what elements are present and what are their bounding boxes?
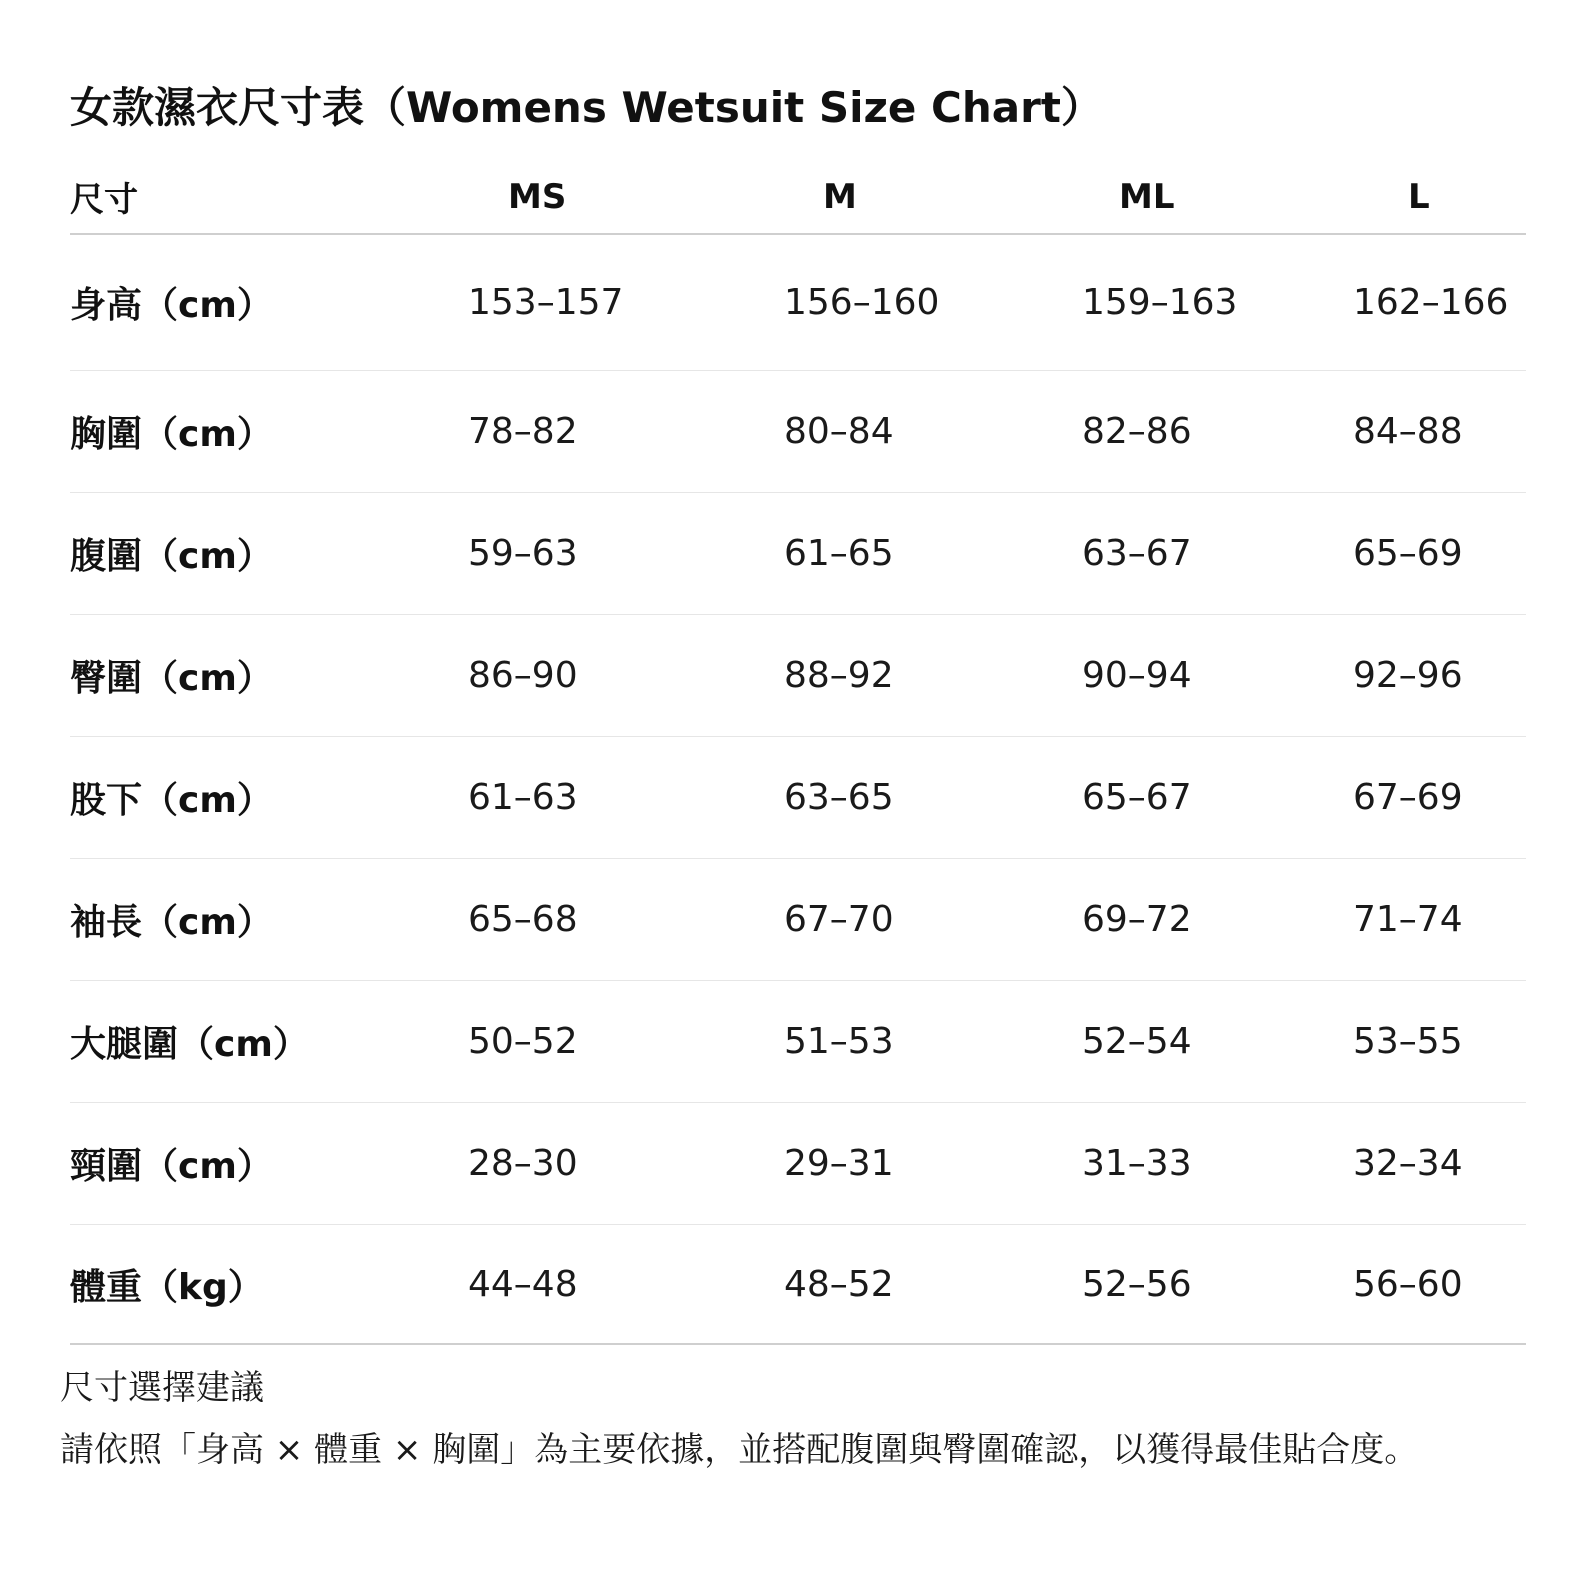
table-row (70, 859, 1526, 981)
cell-value: 65–68 (468, 859, 784, 981)
note-title: 尺寸選擇建議 (60, 1368, 264, 1408)
cell-value: 65–67 (1082, 737, 1353, 859)
cell-value: 162–166 (1353, 234, 1526, 371)
cell-value: 56–60 (1353, 1225, 1526, 1345)
table-row (70, 1103, 1526, 1225)
table-row (70, 493, 1526, 615)
cell-value: 61–63 (468, 737, 784, 859)
cell-value: 48–52 (784, 1225, 1082, 1345)
cell-value: 80–84 (784, 371, 1082, 493)
header-size-ml: ML (1082, 160, 1353, 234)
note-text: 請依照「身高 × 體重 × 胸圍」為主要依據，並搭配腹圍與臀圍確認，以獲得最佳貼合度。 (60, 1430, 1419, 1470)
cell-value: 50–52 (468, 981, 784, 1103)
header-size-ms: MS (468, 160, 784, 234)
cell-value: 52–56 (1082, 1225, 1353, 1345)
cell-value: 59–63 (468, 493, 784, 615)
table-row (70, 234, 1526, 371)
cell-value: 53–55 (1353, 981, 1526, 1103)
cell-value: 156–160 (784, 234, 1082, 371)
cell-value: 153–157 (468, 234, 784, 371)
table-row (70, 615, 1526, 737)
cell-value: 86–90 (468, 615, 784, 737)
cell-value: 67–70 (784, 859, 1082, 981)
row-label: 大腿圍（cm） (70, 981, 468, 1103)
cell-value: 69–72 (1082, 859, 1353, 981)
size-table (70, 160, 1526, 1345)
cell-value: 61–65 (784, 493, 1082, 615)
row-label: 胸圍（cm） (70, 371, 468, 493)
cell-value: 67–69 (1353, 737, 1526, 859)
header-size-label: 尺寸 (70, 160, 468, 234)
cell-value: 71–74 (1353, 859, 1526, 981)
cell-value: 84–88 (1353, 371, 1526, 493)
row-label: 臀圍（cm） (70, 615, 468, 737)
cell-value: 92–96 (1353, 615, 1526, 737)
table-row (70, 371, 1526, 493)
cell-value: 82–86 (1082, 371, 1353, 493)
table-header-row (70, 160, 1526, 234)
cell-value: 159–163 (1082, 234, 1353, 371)
cell-value: 31–33 (1082, 1103, 1353, 1225)
row-label: 股下（cm） (70, 737, 468, 859)
cell-value: 28–30 (468, 1103, 784, 1225)
cell-value: 32–34 (1353, 1103, 1526, 1225)
header-size-m: M (784, 160, 1082, 234)
row-label: 袖長（cm） (70, 859, 468, 981)
cell-value: 78–82 (468, 371, 784, 493)
cell-value: 44–48 (468, 1225, 784, 1345)
table-row (70, 981, 1526, 1103)
table-row (70, 1225, 1526, 1345)
header-size-l: L (1353, 160, 1526, 234)
row-label: 頸圍（cm） (70, 1103, 468, 1225)
cell-value: 90–94 (1082, 615, 1353, 737)
cell-value: 63–67 (1082, 493, 1353, 615)
row-label: 身高（cm） (70, 234, 468, 371)
cell-value: 29–31 (784, 1103, 1082, 1225)
row-label: 腹圍（cm） (70, 493, 468, 615)
page-title: 女款濕衣尺寸表（Womens Wetsuit Size Chart） (70, 83, 1103, 132)
cell-value: 63–65 (784, 737, 1082, 859)
cell-value: 65–69 (1353, 493, 1526, 615)
cell-value: 52–54 (1082, 981, 1353, 1103)
cell-value: 51–53 (784, 981, 1082, 1103)
table-row (70, 737, 1526, 859)
row-label: 體重（kg） (70, 1225, 468, 1345)
cell-value: 88–92 (784, 615, 1082, 737)
